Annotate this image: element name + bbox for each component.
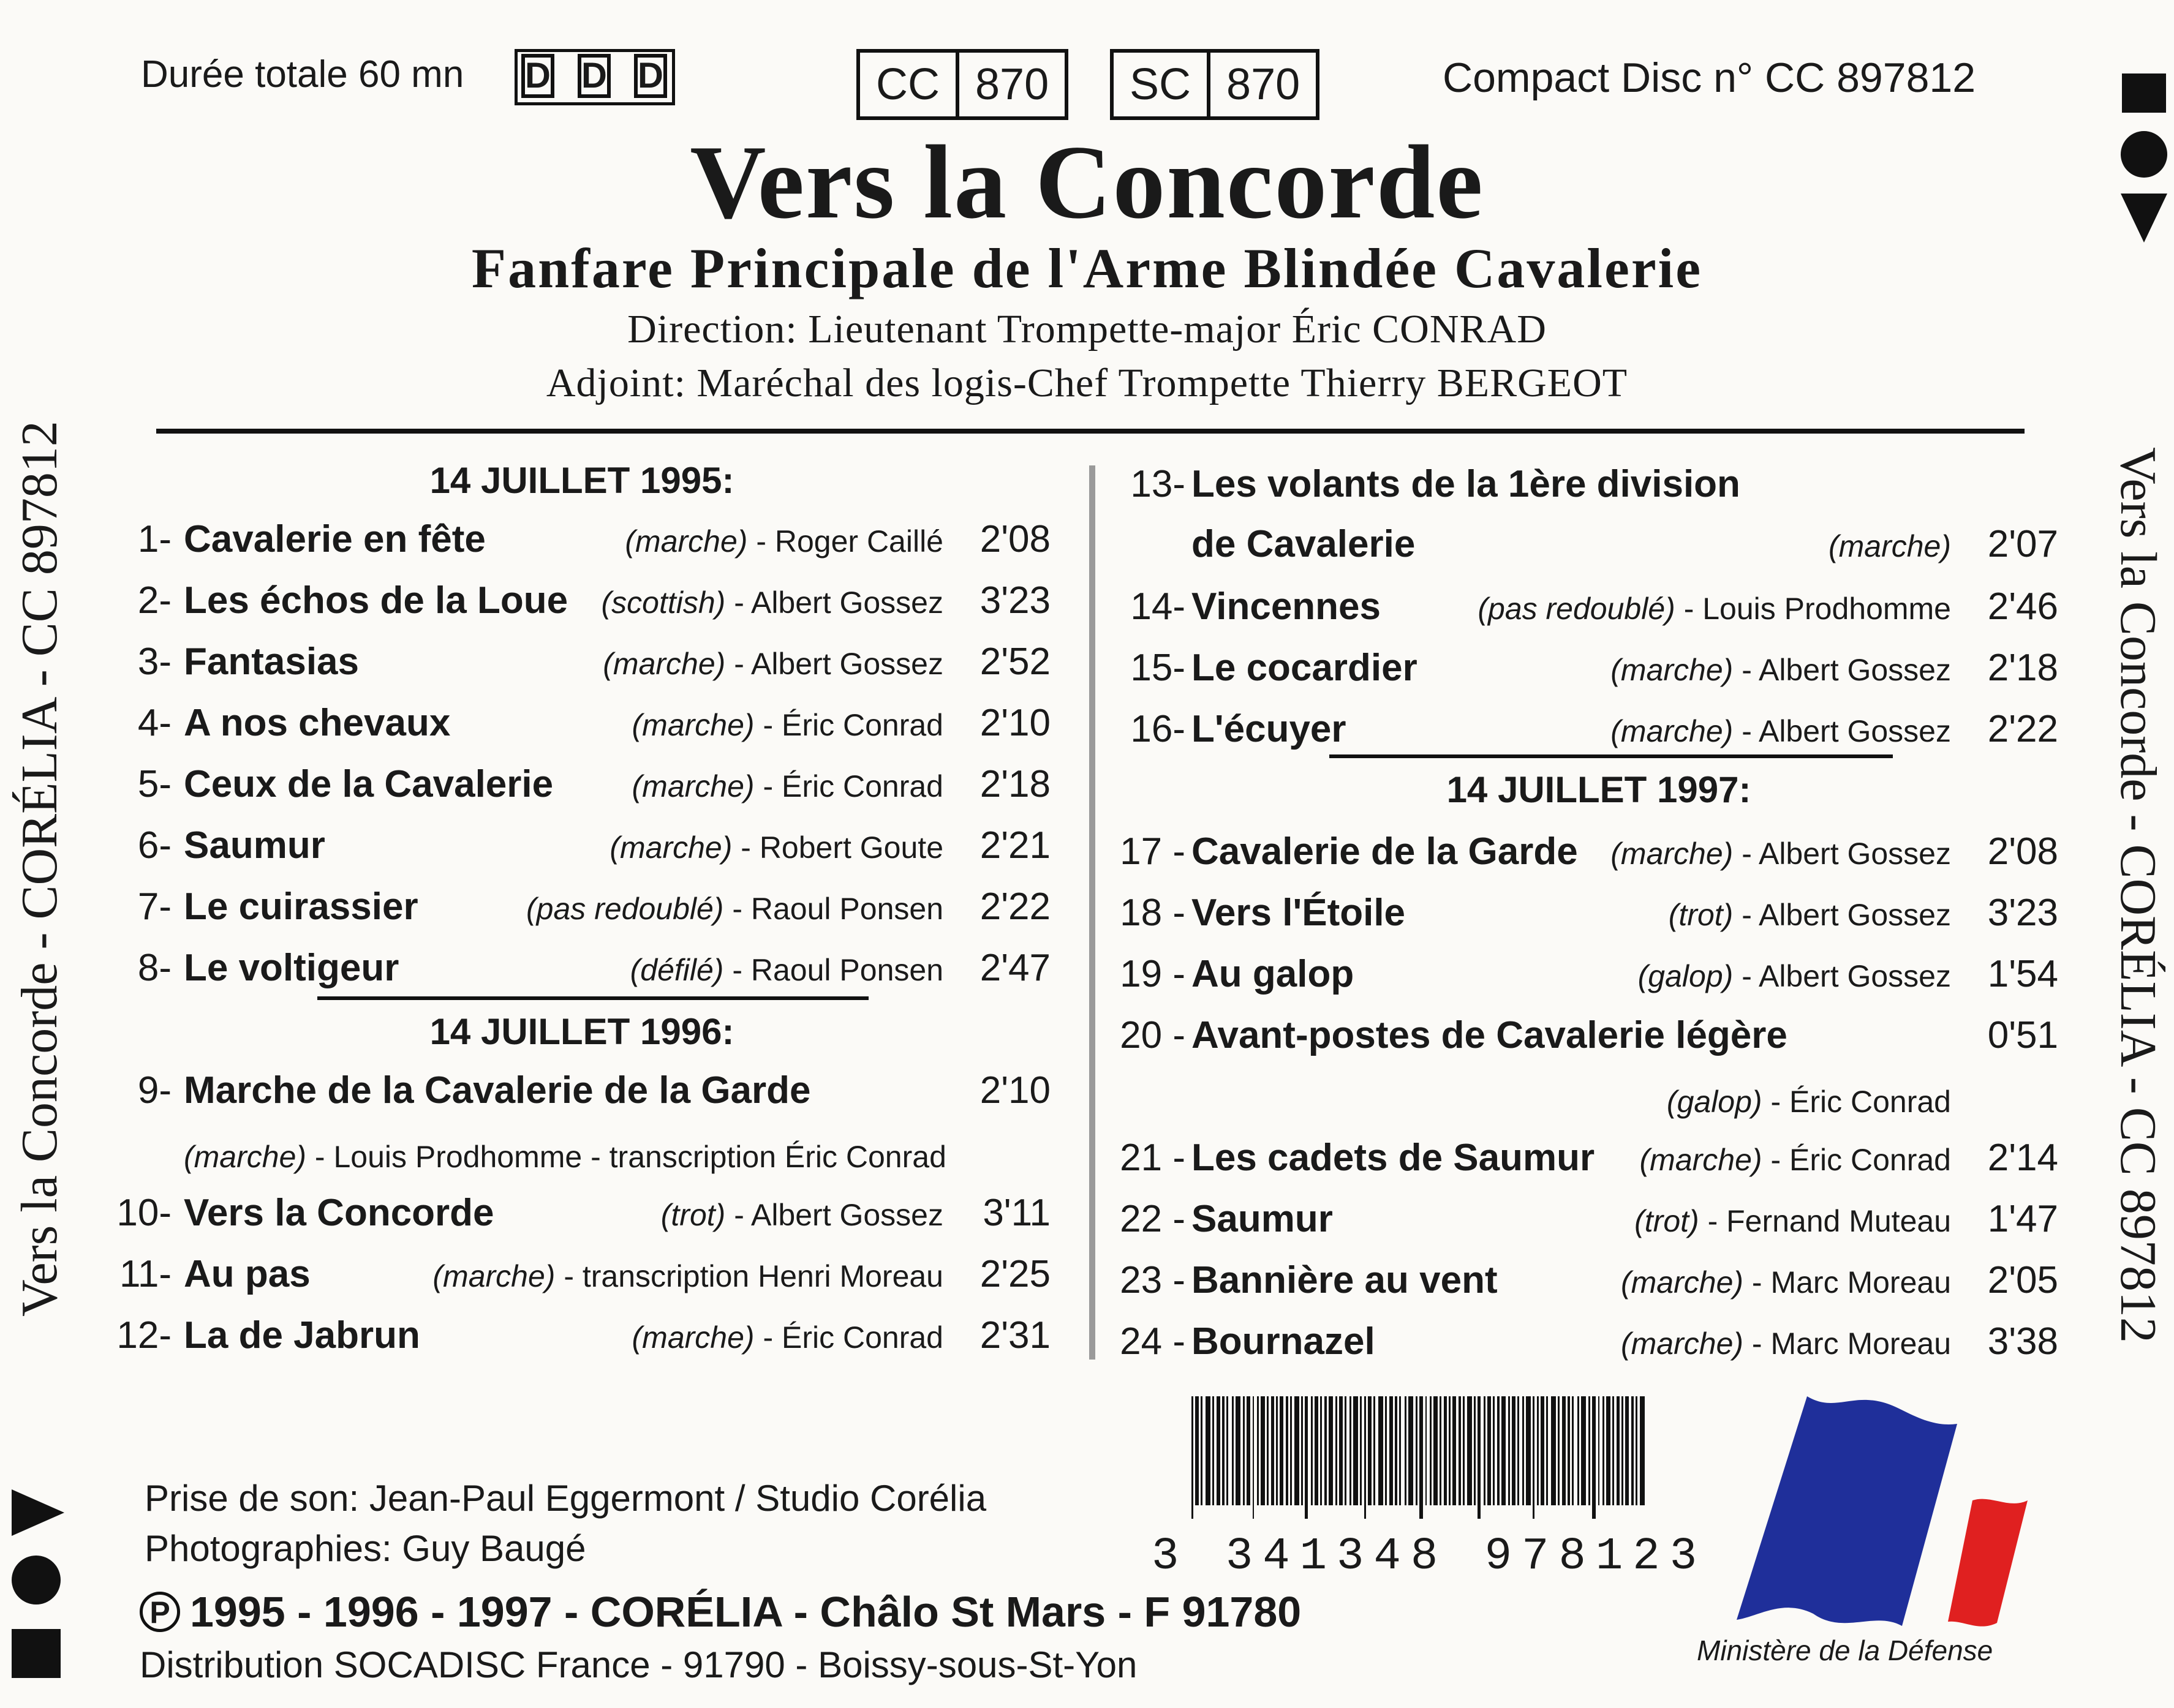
barcode-bar [1301,1396,1303,1505]
track-title: Les cadets de Saumur [1191,1137,1595,1179]
track-title: Le cocardier [1191,647,1417,689]
track-title: Vers la Concorde [184,1192,494,1234]
barcode-bar [1399,1396,1401,1505]
barcode-bar [1617,1396,1620,1505]
album-title: Vers la Concorde [690,124,1484,241]
barcode-bar [1280,1396,1283,1505]
spine-text: Vers la Concorde - CORÉLIA - CC 897812 [11,421,68,1317]
track-composer [1277,1084,1951,1119]
barcode-bar [1226,1396,1228,1505]
barcode-bar [1419,1396,1423,1519]
spine-text: Vers la Concorde - CORÉLIA - CC 897812 [2110,447,2167,1343]
barcode-bar [1349,1396,1351,1505]
barcode-bar [1533,1396,1534,1519]
track-title: Vers l'Étoile [1191,892,1406,934]
barcode-bar [1572,1396,1574,1505]
track-composer [1277,836,1951,871]
barcode-bar [1501,1396,1506,1505]
barcode-bar [1222,1396,1225,1505]
track-number: 14- [1130,585,1185,628]
barcode-bar [1467,1396,1472,1505]
iov-logo-top [2119,73,2168,245]
barcode-bar [1290,1396,1292,1505]
track-genre: (marche) [1621,1265,1744,1300]
code-prefix: SC [1130,60,1191,109]
track-composer-name: - transcription Henri Moreau [555,1259,943,1293]
track-number: 7- [137,886,172,928]
track-title: Au galop [1191,953,1354,995]
track-duration: 2'05 [1987,1259,2058,1301]
track-number: 20 - [1120,1014,1185,1056]
barcode-bar [1558,1396,1560,1505]
track-duration: 2'18 [979,763,1051,805]
track-title: Vincennes [1191,585,1381,628]
track-composer [270,1197,943,1233]
barcode-bar [1364,1396,1366,1519]
track-composer [270,524,943,559]
barcode-bar [1459,1396,1461,1505]
barcode-bar [1478,1396,1481,1519]
barcode-bar [1360,1396,1362,1505]
barcode-bar [1212,1396,1214,1505]
track-duration: 2'10 [979,702,1051,744]
right-spine [2107,447,2168,1549]
track-composer [1277,1203,1951,1239]
section-rule [317,996,869,1000]
track-duration: 3'23 [979,579,1051,622]
track-genre: (marche) [184,1140,307,1174]
track-genre: (trot) [660,1198,726,1232]
track-composer-name: - Éric Conrad [754,769,943,803]
barcode-bar [1474,1396,1476,1505]
track-genre: (marche) [625,524,748,559]
section-heading: 14 JUILLET 1996: [429,1011,734,1052]
barcode-bar [1487,1396,1491,1505]
barcode-bar [1385,1396,1387,1505]
track-composer-name: - Albert Gossez [725,647,943,681]
barcode-bar [1324,1396,1327,1505]
track-title: Saumur [184,824,325,867]
track-number: 22 - [1120,1198,1185,1240]
barcode-bar [1452,1396,1456,1505]
track-duration: 0'51 [1987,1014,2058,1056]
code-prefix: CC [876,60,940,109]
track-title: Cavalerie de la Garde [1191,830,1578,873]
track-composer [1277,591,1951,626]
barcode-bar [1568,1396,1570,1505]
track-title: Le voltigeur [184,947,399,989]
track-composer-name: - Marc Moreau [1743,1326,1951,1361]
barcode-bar [1329,1396,1333,1505]
barcode-bar [1517,1396,1519,1505]
track-title-continued: de Cavalerie [1191,523,1416,565]
barcode-bar [1612,1396,1614,1505]
barcode-bar [1335,1396,1337,1505]
track-genre: (pas redoublé) [1478,592,1675,626]
barcode-bar [1286,1396,1288,1505]
track-title: Les volants de la 1ère division [1191,463,1740,505]
barcode-bar [1463,1396,1465,1505]
track-composer-name: - Albert Gossez [725,585,943,620]
catalog-number: Compact Disc n° CC 897812 [1443,55,1976,101]
barcode-bar [1389,1396,1393,1505]
barcode-bar [1537,1396,1539,1505]
track-duration: 3'23 [1987,892,2058,934]
barcode-bar [1425,1396,1427,1505]
track-title: La de Jabrun [184,1314,420,1356]
track-number: 23 - [1120,1259,1185,1301]
track-number: 13- [1130,463,1185,505]
direction-credit: Direction: Lieutenant Trompette-major Éric CONRAD [627,307,1547,352]
track-composer-name: - Marc Moreau [1743,1265,1951,1300]
track-composer-name: - Albert Gossez [1733,959,1951,993]
track-number: 24 - [1120,1320,1185,1363]
adjoint-credit: Adjoint: Maréchal des logis-Chef Trompette Thierry BERGEOT [546,361,1628,405]
track-genre: (défilé) [630,953,724,987]
track-genre: (marche) [632,708,755,742]
track-composer-name: - Raoul Ponsen [723,892,943,926]
track-composer-name: - Louis Prodhomme - transcription Éric Conrad [306,1140,946,1174]
barcode-bar [1497,1396,1500,1505]
track-genre: (marche) [603,647,726,681]
barcode-bar [1577,1396,1579,1505]
phonogram-symbol: P [140,1592,180,1632]
track-title: Les échos de la Loue [184,579,568,622]
track-title: Bannière au vent [1191,1259,1498,1301]
track-genre: (marche) [1610,837,1734,871]
track-composer [1277,652,1951,688]
barcode-bar [1257,1396,1259,1505]
track-genre: (pas redoublé) [526,892,724,926]
barcode-bar [1373,1396,1375,1505]
track-number: 6- [137,824,172,867]
barcode-bar [1353,1396,1358,1505]
barcode-bar [1430,1396,1432,1505]
track-genre: (marche) [1621,1326,1744,1361]
track-number: 21 - [1120,1137,1185,1179]
barcode-bar [1562,1396,1566,1505]
sound-credit: Prise de son: Jean-Paul Eggermont / Studio Corélia [145,1478,987,1519]
track-number: 18 - [1120,892,1185,934]
barcode-bar [1625,1396,1629,1505]
barcode-bar [1315,1396,1318,1505]
track-number: 5- [137,763,172,805]
track-number: 16- [1130,708,1185,750]
copyright-text: 1995 - 1996 - 1997 - CORÉLIA - Châlo St Mars - F 91780 [190,1588,1302,1636]
barcode-bar [1546,1396,1548,1505]
track-duration: 1'54 [1987,953,2058,995]
track-composer [1277,529,1951,564]
ddd-letter: D [521,54,554,98]
track-composer-name: - Albert Gossez [725,1198,943,1232]
track-genre: (marche) [632,769,755,803]
barcode-bar [1267,1396,1269,1505]
barcode-bar [1195,1396,1199,1505]
track-genre: (marche) [632,1320,755,1355]
track-title: Avant-postes de Cavalerie légère [1191,1014,1787,1056]
barcode-bar [1368,1396,1372,1505]
ddd-letter: D [634,54,667,98]
track-title: Le cuirassier [184,886,418,928]
track-genre: (marche) [1610,653,1734,687]
track-duration: 2'52 [979,641,1051,683]
track-number: 10- [116,1192,172,1234]
barcode-bar [1631,1396,1634,1505]
track-number: 8- [137,947,172,989]
barcode-bar [1621,1396,1623,1505]
barcode-bar [1339,1396,1343,1505]
section-heading: 14 JUILLET 1997: [1446,769,1751,810]
code-number: 870 [956,53,1065,116]
barcode-bar [1508,1396,1510,1505]
section-rule [1329,754,1893,758]
track-title: Saumur [1191,1198,1333,1240]
barcode-bar [1444,1396,1447,1505]
track-title: Ceux de la Cavalerie [184,763,554,805]
track-duration: 1'47 [1987,1198,2058,1240]
barcode-bar [1305,1396,1308,1519]
barcode-digits: 3 341348 978123 [1152,1531,1707,1582]
ddd-letter: D [578,54,611,98]
track-composer-name: - Roger Caillé [747,524,943,559]
barcode [1191,1396,1651,1519]
track-duration: 2'31 [979,1314,1051,1356]
track-genre: (marche) [1639,1143,1762,1177]
track-genre: (galop) [1637,959,1734,993]
track-number: 4- [137,702,172,744]
barcode-bar [1408,1396,1413,1505]
track-title: L'écuyer [1191,708,1346,750]
barcode-bar [1243,1396,1245,1505]
track-composer [270,769,943,804]
barcode-bar [1602,1396,1604,1505]
track-composer-name: - Éric Conrad [1762,1085,1951,1119]
track-duration: 2'25 [979,1253,1051,1295]
track-composer [270,646,943,682]
track-composer [270,707,943,743]
track-duration: 2'14 [1987,1137,2058,1179]
barcode-bar [1395,1396,1397,1505]
barcode-bar [1588,1396,1590,1505]
track-title: Marche de la Cavalerie de la Garde [184,1069,811,1112]
track-number: 12- [116,1314,172,1356]
barcode-bar [1206,1396,1210,1505]
total-duration: Durée totale 60 mn [141,53,464,96]
track-composer [184,1139,946,1175]
track-composer [1277,897,1951,933]
track-number: 11- [119,1253,172,1295]
barcode-bar [1606,1396,1610,1505]
barcode-bar [1311,1396,1313,1505]
code-box-cc [856,49,1068,120]
copyright-line [140,1587,1301,1636]
track-duration: 2'22 [979,886,1051,928]
barcode-bar [1636,1396,1637,1505]
track-duration: 2'08 [979,518,1051,560]
barcode-bar [1433,1396,1438,1505]
track-number: 9- [137,1069,172,1112]
distribution-line: Distribution SOCADISC France - 91790 - Boissy-sous-St-Yon [140,1644,1138,1685]
barcode-bar [1276,1396,1278,1505]
barcode-bar [1261,1396,1265,1505]
barcode-bar [1232,1396,1234,1505]
track-composer [270,891,943,927]
track-composer-name: - Albert Gossez [1733,653,1951,687]
track-number: 1- [137,518,172,560]
track-composer [270,1258,943,1294]
barcode-bar [1271,1396,1274,1505]
barcode-bar [1253,1396,1254,1519]
barcode-bar [1526,1396,1531,1505]
barcode-bar [1581,1396,1586,1505]
track-number: 3- [137,641,172,683]
track-composer [270,830,943,865]
track-genre: (marche) [1828,529,1951,563]
track-title: A nos chevaux [184,702,451,744]
track-title: Bournazel [1191,1320,1375,1363]
track-duration: 2'07 [1987,523,2058,565]
track-composer-name: - Louis Prodhomme [1675,592,1951,626]
track-title: Au pas [184,1253,311,1295]
track-composer [270,952,943,988]
track-genre: (scottish) [601,585,726,620]
track-genre: (marche) [432,1259,556,1293]
iov-logo-bottom [9,1488,64,1684]
track-number: 17 - [1120,830,1185,873]
track-composer-name: - Raoul Ponsen [723,953,943,987]
track-genre: (marche) [610,830,733,865]
barcode-bar [1236,1396,1240,1505]
barcode-bar [1493,1396,1495,1505]
track-composer-name: - Albert Gossez [1733,714,1951,748]
barcode-bar [1598,1396,1599,1505]
code-number: 870 [1207,53,1316,116]
track-number: 15- [1130,647,1185,689]
track-genre: (marche) [1610,714,1734,748]
barcode-bar [1484,1396,1485,1505]
barcode-bar [1201,1396,1202,1505]
ministry-flag-logo [1715,1390,2034,1641]
track-duration: 3'11 [983,1192,1051,1234]
track-duration: 3'38 [1987,1320,2058,1363]
track-composer [270,1320,943,1355]
track-composer [270,585,943,620]
barcode-bar [1440,1396,1441,1505]
track-composer-name: - Éric Conrad [754,1320,943,1355]
barcode-bar [1191,1396,1193,1519]
barcode-bar [1247,1396,1250,1505]
track-composer-name: - Fernand Muteau [1699,1204,1951,1238]
ministry-name: Ministère de la Défense [1697,1635,1993,1666]
barcode-bar [1551,1396,1556,1505]
track-composer [1277,1142,1951,1178]
barcode-bar [1449,1396,1451,1505]
track-number: 2- [137,579,172,622]
track-composer [1277,1326,1951,1361]
track-number: 19 - [1120,953,1185,995]
barcode-bar [1522,1396,1524,1505]
track-composer-name: - Éric Conrad [1762,1143,1951,1177]
code-box-sc [1110,49,1319,120]
barcode-bar [1217,1396,1220,1505]
track-composer [1277,713,1951,749]
track-composer-name: - Albert Gossez [1733,898,1951,932]
track-composer-name: - Robert Goute [732,830,943,865]
track-duration: 2'47 [979,947,1051,989]
track-title: Fantasias [184,641,360,683]
track-composer-name: - Éric Conrad [754,708,943,742]
track-genre: (galop) [1666,1085,1762,1119]
barcode-bar [1345,1396,1346,1505]
track-duration: 2'22 [1987,708,2058,750]
barcode-bar [1592,1396,1596,1519]
photo-credit: Photographies: Guy Baugé [145,1528,586,1569]
section-heading: 14 JUILLET 1995: [429,460,734,501]
left-spine [12,214,67,1317]
track-duration: 2'18 [1987,647,2058,689]
track-duration: 2'46 [1987,585,2058,628]
track-composer [1277,958,1951,994]
track-genre: (trot) [1634,1204,1699,1238]
barcode-bar [1640,1396,1645,1505]
ensemble-name: Fanfare Principale de l'Arme Blindée Cavalerie [471,237,1703,299]
track-duration: 2'21 [979,824,1051,867]
barcode-bar [1320,1396,1322,1505]
barcode-bar [1294,1396,1299,1505]
barcode-bar [1541,1396,1544,1505]
track-duration: 2'10 [979,1069,1051,1112]
barcode-bar [1512,1396,1515,1505]
track-duration: 2'08 [1987,830,2058,873]
barcode-bar [1416,1396,1417,1505]
track-composer [1277,1265,1951,1300]
track-genre: (trot) [1668,898,1734,932]
track-composer-name: - Albert Gossez [1733,837,1951,871]
header-rule [156,429,2025,434]
track-title: Cavalerie en fête [184,518,486,560]
barcode-bar [1405,1396,1406,1505]
barcode-bar [1378,1396,1383,1505]
